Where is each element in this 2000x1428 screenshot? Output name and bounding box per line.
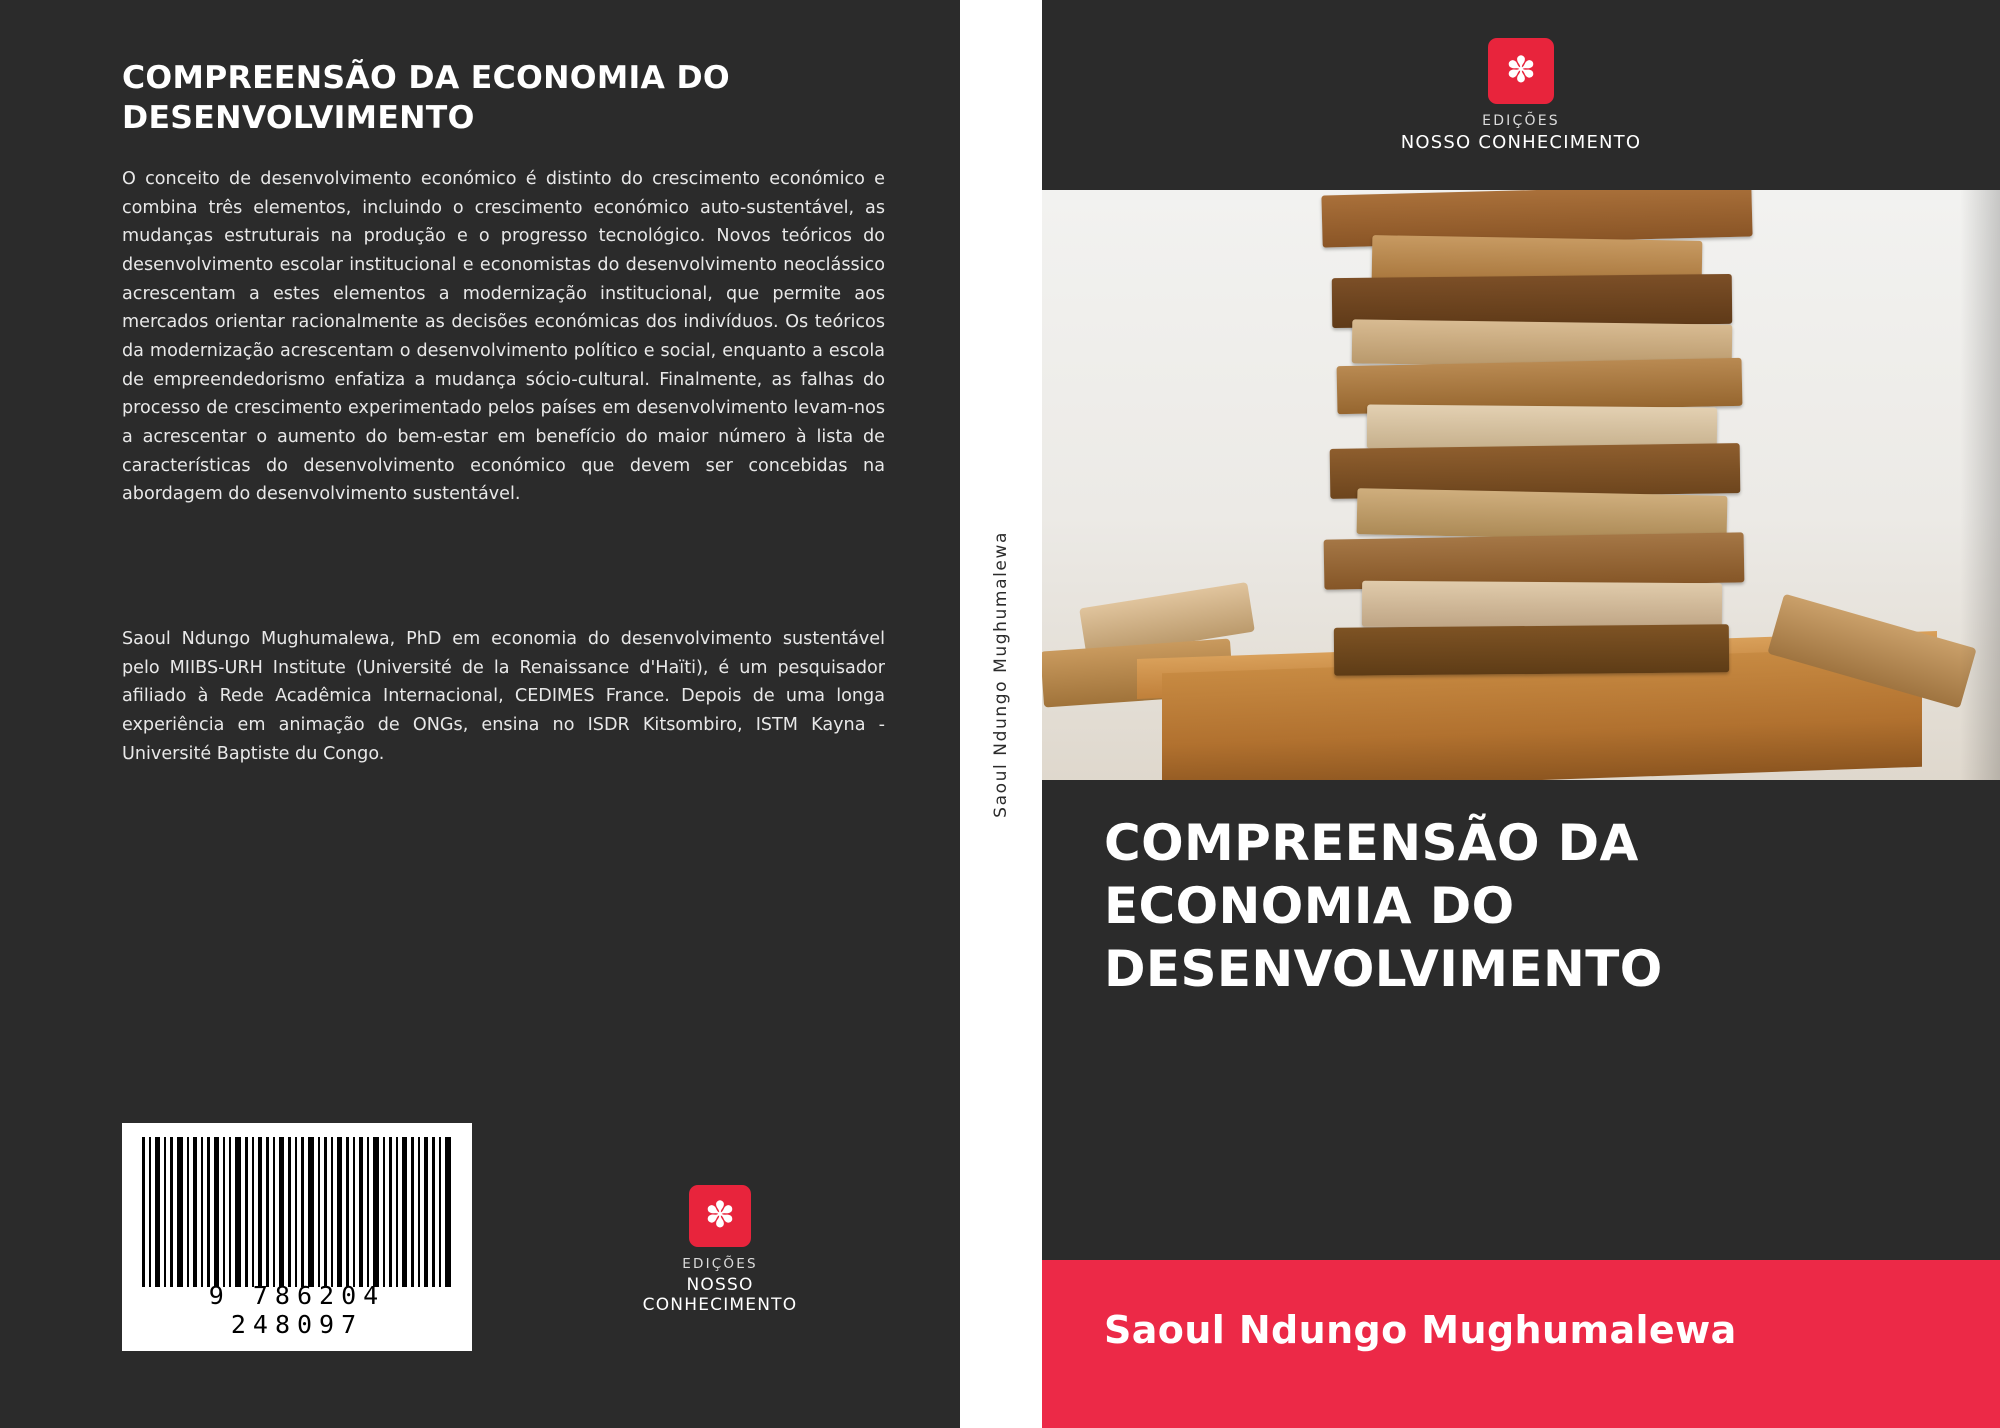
back-cover [0, 0, 960, 1428]
spine-author-text [960, 0, 1042, 1428]
publisher-logo-front [1042, 38, 2000, 153]
back-cover-title: COMPREENSÃO DA ECONOMIA DO DESENVOLVIMENTO [122, 60, 730, 137]
barcode [122, 1123, 472, 1351]
publisher-name-line1: EDIÇÕES [682, 1256, 758, 1272]
feather-logo-icon: ✽ [1488, 38, 1554, 104]
publisher-name-line2: NOSSO CONHECIMENTO [642, 1275, 798, 1315]
cover-photo-wooden-blocks [1042, 190, 2000, 780]
author-bio: Saoul Ndungo Mughumalewa, PhD em economia do desenvolvimento sustentável pelo MIIBS-URH Institute (Université de la Renaissance d'Haïti), é um pesquisador afiliado à Rede Acadêmica Internacional, CEDIMES France. Depois de uma longa experiência em animação de ONGs, ensina no ISDR Kitsombiro, ISTM Kayna - Université Baptiste du Congo. [122, 629, 885, 764]
barcode-number: 9 786204 248097 [208, 1281, 386, 1339]
feather-logo-icon: ✽ [689, 1185, 751, 1247]
wooden-block-stack [1342, 190, 1742, 710]
spine-author-label: Saoul Ndungo Mughumalewa [991, 530, 1011, 818]
front-cover-title: COMPREENSÃO DA ECONOMIA DO DESENVOLVIMENTO [1104, 814, 1663, 998]
publisher-name-line2: NOSSO CONHECIMENTO [1400, 132, 1642, 153]
author-band [1042, 1260, 2000, 1428]
barcode-icon [140, 1137, 454, 1287]
back-cover-blurb: O conceito de desenvolvimento económico é distinto do crescimento económico e combina três elementos, incluindo o crescimento económico auto-sustentável, as mudanças estruturais na produção e o progresso tecnológico. Novos teóricos do desenvolvimento escolar institucional e economistas do desenvolvimento neoclássico acrescentam a estes elementos a modernização institucional, que permite aos mercados orientar racionalmente as decisões económicas dos indivíduos. Os teóricos da modernização acrescentam o desenvolvimento político e social, enquanto a escola de empreendedorismo enfatiza a mudança sócio-cultural. Finalmente, as falhas do processo de crescimento experimentado pelos países em desenvolvimento levam-nos a acrescentar o aumento do bem-estar em benefício do maior número à lista de características do desenvolvimento económico que devem ser concebidas na abordagem do desenvolvimento sustentável. [122, 169, 885, 505]
author-name: Saoul Ndungo Mughumalewa [1104, 1308, 1737, 1352]
publisher-logo-back [640, 1185, 800, 1315]
spine [960, 0, 1042, 1428]
front-cover [1042, 0, 2000, 1428]
publisher-name-line1: EDIÇÕES [1482, 113, 1560, 129]
